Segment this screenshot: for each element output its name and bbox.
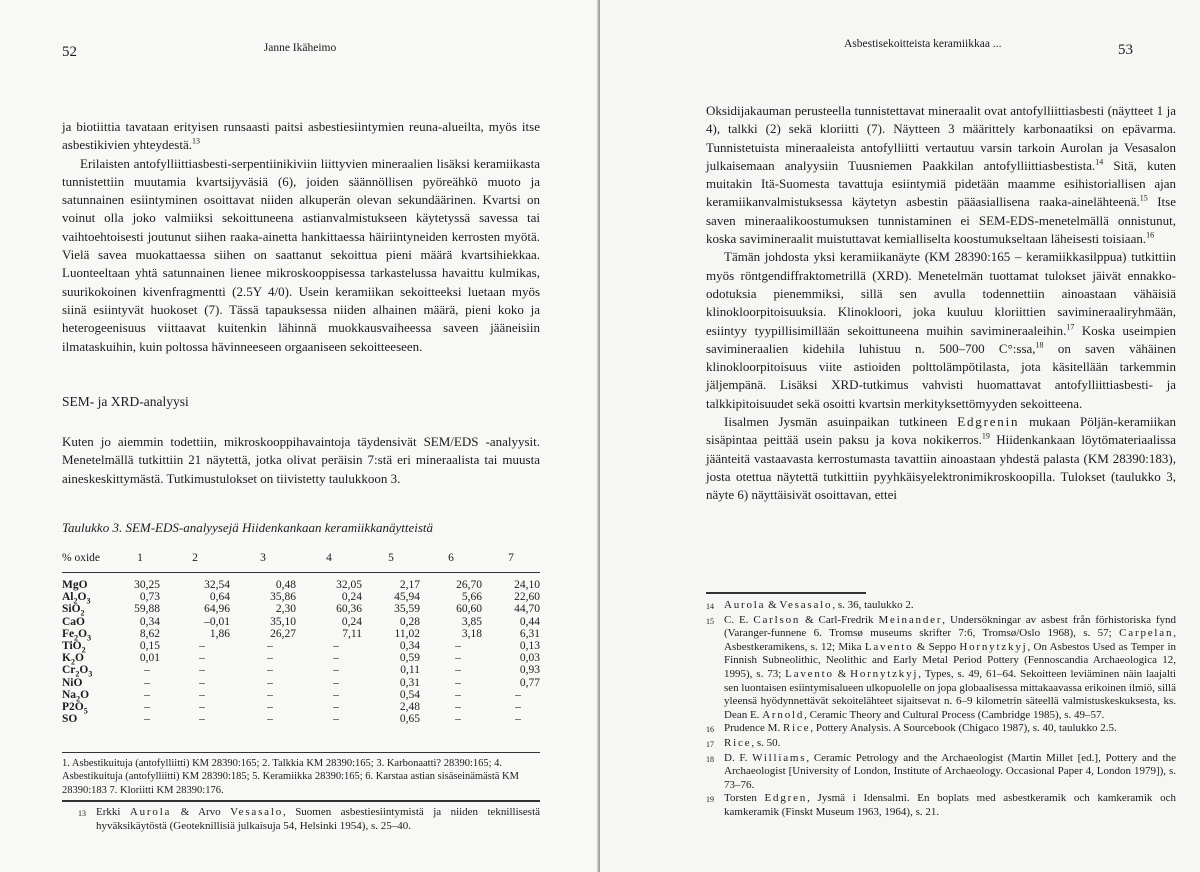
table-cell: 0,93 [519,664,540,677]
table-row [62,640,540,652]
left-footnotes [78,806,540,833]
table-header-cell: 4 [296,552,362,573]
footnote-separator-left [62,800,540,802]
table-cell: 0,34 [399,640,420,653]
table-cell: 0,44 [519,615,540,628]
author-name-edgren: Edgrenin [957,414,1020,430]
table-cell: – [144,688,150,701]
right-running-head: Asbestisekoitteista keramiikkaa ... [844,38,1002,50]
table-cell: 0,15 [139,640,160,653]
section-heading: SEM- ja XRD-analyysi [62,394,189,409]
table-cell: 0,13 [519,640,540,653]
table-header-cell: 7 [482,552,540,573]
oxide-name-cell: $Fe_2O_3$ [62,627,92,643]
table-cell: 26,70 [456,579,482,591]
table-cell: 3,85 [461,615,482,628]
left-paragraph-2: Erilaisten antofylliittiasbesti-serpentiinikiviin liittyvien mineraalien lisäksi keramiikasta tunnistettiin muutamia kvartsijyväsiä (6), joiden säännöllisen pyöreähkö muoto ja satunnainen esiintyminen osoittavat niiden alkuperän olevan sekundäärinen. Kvartsi on voinut olla joko valmiiksi sekoittuneena astianvalmistukseen käytetyssä savessa tai vaihtoehtoisesti joutunut siihen raaka-ainetta hankittaessa häiriintyneiden kerrosten myötä. Vielä savea muokattaessa siihen on saattanut sekoittua pieni määrä kvartsihiekkaa. Luonteeltaan yhtä satunnainen lienee mikroskooppisessa tarkastelussa havaittu kulmikas, suurikokoinen kivenfragmentti (2.5Y 4/0). Usein keramiikan sekoitteeksi luetaan myös siinä esiintyvät huokoset (7). Tässä tapauksessa niiden alhainen määrä, pieni koko ja heterogeenisuus viittaavat kuitenkin lähinnä muokkausvaiheessa saveen jääneisiin ilmataskuihin, kuin poltossa hävinneeseen orgaaniseen sekoitteeseen. [62,155,540,354]
table-cell: – [267,640,273,653]
footnote-separator-right [706,592,866,594]
footnote-16: 16 Prudence M. Rice, Pottery Analysis. A Sourcebook (Chigaco 1987), s. 40, taulukko 2.5. [706,722,1117,735]
table-cell: –0,01 [204,615,230,628]
table-cell: – [144,664,150,677]
table-caption-block [62,520,540,536]
table-cell: 2,30 [275,603,296,616]
table-cell: – [455,701,461,714]
table-cell: 1,86 [209,627,230,640]
footnote-number: 13 [78,809,86,818]
table-cell: 2,48 [399,701,420,714]
oxide-name-cell: SO [62,713,78,726]
table-cell: 0,77 [519,676,540,689]
table-header-cell: 5 [362,552,420,573]
table-cell: 45,94 [394,591,420,604]
right-page-number: 53 [1118,42,1133,58]
table-cell: 32,05 [336,579,362,591]
table-row [62,603,540,615]
table-cell: – [455,676,461,689]
table-cell: – [333,713,339,726]
table-cell: 11,02 [394,627,420,640]
table-cell: – [267,701,273,714]
right-paragraph-2: Tämän johdosta yksi keramiikanäyte (KM 28390:165 – keramiikkasilppua) tutkittiin myös röntgendiffraktometrillä (XRD). Menetelmän tuottamat tulokset jäivät ennakko-odotuksia pienemmiksi, sillä sen avulla todennettiin ainoastaan vähäisiä klinokloorpitoisuuksia. Klinokloori, joka kuuluu kloriittien savimineraaliryhmään, esiintyy tyypillisimillään sekoittuneena muihin savimineraaleihin.$^{17}$ Koska useimpien savimineraalien kidehila luhistuu n. 500–700 C°:ssa,$^{18}$ on saven vähäinen klinokloorpitoisuus viite astioiden polttolämpötilasta, jota käsitellään tarkemmin jäljempänä. Lisäksi XRD-tutkimus vahvisti huomattavat antofylliittiasbesti- ja talkkipitoisuudet sekä osoitti kvartsin merkityksettömyyden sekoitteena. [706,249,1177,411]
table-cell: – [267,688,273,701]
oxide-table [62,552,540,725]
footnote-text: Erkki Aurola & Arvo Vesasalo, Suomen asbestiesiintymistä ja niiden teknillisestä hyväksikäytöstä (Geoteknillisiä julkaisuja 54, Helsinki 1954), s. 25–40. [96,806,541,832]
oxide-name-cell: $Na_2O$ [62,688,90,704]
right-body-text [706,102,1176,505]
table-cell: – [515,688,521,701]
table-cell: – [333,676,339,689]
oxide-name-cell: SiO$_2$ [62,603,85,618]
table-cell: – [199,688,205,701]
table-cell: 0,64 [209,591,230,604]
oxide-name-cell: $Cr_2O_3$ [62,664,93,679]
table-cell: – [199,652,205,665]
table-cell: – [455,713,461,726]
section-heading-block [62,394,540,410]
right-paragraph-3: Iisalmen Jysmän asuinpaikan tutkineen Edgrenin mukaan Pöljän-keramiikan sisäpintaa peittää usein paksu ja kova nokikerros.$^{19}$ Hiidenkankaan löytömateriaalissa jäänteitä vastaavasta kerrostumasta tavattiin ainoastaan yhdestä palasta (KM 28390:183), josta otettua näytettä tutkittiin pyyhkäisyelektronimikroskoopilla. Tulokset (taulukko 3, näyte 6) näyttäisivät osoittavan, ettei [706,414,1176,503]
table-cell: 0,59 [399,652,420,665]
footnote-ref-17[interactable]: 17 [1066,322,1075,332]
table-cell: 0,24 [341,615,362,628]
table-header-row [62,552,540,573]
table-cell: 35,59 [394,603,420,616]
oxide-name-cell: NiO [62,676,83,689]
table-cell: 0,73 [139,591,160,604]
left-paragraph-3: Kuten jo aiemmin todettiin, mikroskooppihavaintoja täydensivät SEM/EDS -analyysit. Menetelmällä tutkittiin 21 näytettä, jotka olivat peräisin 7:stä eri mineraalista tai muusta aineskeskittymästä. Tutkimustulokset on tiivistetty taulukkoon 3. [62,434,540,486]
table-cell: 60,60 [456,603,482,616]
table-cell: – [267,664,273,677]
table-cell: 7,11 [342,627,362,640]
table-cell: 0,34 [139,615,160,628]
footnote-18: 18 D. F. Williams, Ceramic Petrology and the Archaeologist (Martin Millet [ed.], Pottery and the Archaeologist [University of London, Institute of Archaeology. Occasional Paper 4, London 1979]), s. 73–76. [706,751,1176,791]
oxide-name-cell: MgO [62,579,88,591]
right-paragraph-1: Oksidijakauman perusteella tunnistettavat mineraalit ovat antofylliittiasbesti (näytteet 1 ja 4), talkki (2) sekä kloriitti (7). Näytteen 3 määrittely karbonaatiksi on epävarma. Tunnistetuista mineraaleista antofylliitti vertautuu varsin tarkoin Aurolan ja Vesasalon julkaisemaan analyysiin Tuusniemen Paakkilan antofylliittiasbestista.$^{14}$ Sitä, kuten muitakin Itä-Suomesta tavattuja esiintymiä pidetään maamme esihistoriallisen ajan keramiikanvalmistuksessa käytetyn asbestin pääasiallisena raaka-ainelähteenä.$^{15}$ Itse saven mineraalikoostumuksen tunnistaminen ei SEM-EDS-menetelmällä onnistunut, koska savimineraalit muistuttavat kemialliselta koostumukseltaan läheisesti toisiaan.$^{16}$ [706,103,1176,247]
left-running-head: Janne Ikäheimo [263,42,337,54]
table-header-cell: % oxide [62,552,120,573]
footnote-ref-15[interactable]: 15 [1139,194,1148,204]
table-cell: 3,18 [461,627,482,640]
table-cell: 0,28 [399,615,420,628]
table-bottom-rule [62,752,540,753]
table-cell: 0,11 [400,664,420,677]
table-cell: 5,66 [461,591,482,604]
left-page-number: 52 [62,44,77,60]
table-cell: 64,96 [204,603,230,616]
oxide-name-cell: TiO$_2$ [62,640,86,655]
table-cell: 22,60 [514,591,540,604]
table-cell: – [333,701,339,714]
footnote-ref-18[interactable]: 18 [1035,340,1044,350]
table-cell: 0,03 [519,652,540,665]
table-cell: – [333,640,339,653]
table-cell: 0,01 [139,652,160,665]
footnote-19: 19 Torsten Edgren, Jysmä i Idensalmi. En boplats med asbestkeramik och kamkeramik och kamkeramik (Finskt Museum 1963, 1964), s. 21. [706,792,1176,818]
table-cell: – [455,640,461,653]
table-row [62,628,540,640]
table-cell: 32,54 [204,579,230,591]
table-cell: – [333,664,339,677]
table-cell: 44,70 [514,603,540,616]
left-paragraph-3-block [62,433,540,488]
table-cell: 60,36 [336,603,362,616]
table-cell: – [199,676,205,689]
footnote-ref-16[interactable]: 16 [1146,230,1155,240]
oxide-table-body [62,573,540,726]
footnote-13 [78,806,540,833]
left-paragraph-1: ja biotiittia tavataan erityisen runsaasti paitsi asbestiesiintymien reuna-alueilta, myös itse asbestikivien yhteydestä.$^{13}$ [62,119,540,153]
footnote-14: 14 Aurola & Vesasalo, s. 36, taulukko 2. [706,599,914,611]
right-page [600,0,1200,872]
footnote-15: 15 C. E. Carlson & Carl-Fredrik Meinander, Undersökningar av asbest från förhistoriska fynd (Varanger-funnene 6. Tromsø museums skrifter 7:6, Tromsø/Oslo 1968), s. 57; Carpelan, Asbestkeramikens, s. 12; Mika Lavento & Seppo Hornytzkyj, On Asbestos Used as Temper in Finnish Subneolithic, Neolithic and Early Metal Period Pottery (Fennoscandia Archaeologica 12, 1995), s. 73; Lavento & Hornytzkyj, Types, s. 49, 61–64. Sekoitteen leviäminen näin laajalti sen luontaisen esiintymisalueen ulkopuolelle on jopa globaalisessa mittakaavassa erikoinen ilmiö, sillä yleensä hyödynnettävät sekoitelähteet sijaitsevat n. 6–9 kilometrin säteellä valmistuskeskuksesta, ks. Dean E. Arnold, Ceramic Theory and Cultural Process (Cambridge 1985), s. 49–57. [706,613,1177,721]
oxide-name-cell: CaO [62,615,85,628]
table-cell: – [144,701,150,714]
table-row [62,664,540,676]
table-note-block [62,757,540,797]
table-cell: – [199,713,205,726]
table-cell: 30,25 [134,579,160,591]
table-cell: – [144,676,150,689]
table-row [62,713,540,725]
table-cell: 6,31 [519,627,540,640]
table-cell: 0,31 [399,676,420,689]
table-cell: – [199,664,205,677]
table-cell: – [515,701,521,714]
table-note: 1. Asbestikuituja (antofylliitti) KM 28390:165; 2. Talkkia KM 28390:165; 3. Karbonaatti? 28390:165; 4. Asbestikuituja (antofylliitti) KM 28390:185; 5. Keramiikka 28390:165; 6. Karstaa astian sisäseinämästä KM 28390:183 7. Kloriitti KM 28390:176. [62,758,519,796]
table-cell: – [267,713,273,726]
table-cell: – [267,652,273,665]
table-cell: – [333,652,339,665]
table-header-cell: 2 [160,552,230,573]
table-cell: 0,24 [341,591,362,604]
table-cell: 35,86 [270,591,296,604]
table-cell: – [199,640,205,653]
table-cell: – [455,664,461,677]
table-header-cell: 6 [420,552,482,573]
table-cell: – [455,652,461,665]
footnote-ref-13[interactable]: 13 [191,136,200,146]
footnote-ref-19[interactable]: 19 [981,432,990,442]
table-row [62,652,540,664]
table-cell: 0,65 [399,713,420,726]
oxide-name-cell: $Al_2O_3$ [62,591,91,606]
table-cell: – [144,713,150,726]
oxide-name-cell: $P2O_5$ [62,701,88,716]
table-cell: 0,54 [399,688,420,701]
table-row [62,591,540,603]
table-header-cell: 1 [120,552,160,573]
table-caption: Taulukko 3. SEM-EDS-analyysejä Hiidenkankaan keramiikkanäytteistä [62,520,434,535]
table-row [62,573,540,592]
table-cell: 8,62 [139,627,160,640]
table-cell: 35,10 [270,615,296,628]
table-row [62,689,540,701]
table-cell: – [267,676,273,689]
table-cell: 26,27 [270,627,296,640]
table-row [62,616,540,628]
footnote-ref-14[interactable]: 14 [1095,157,1104,167]
table-cell: 24,10 [514,579,540,591]
oxide-table-block [62,552,540,725]
table-cell: – [515,713,521,726]
table-cell: – [455,688,461,701]
oxide-name-cell: $K_2O$ [62,652,84,667]
right-footnotes [706,599,1176,820]
table-cell: 59,88 [134,603,160,616]
table-cell: – [333,688,339,701]
table-cell: – [199,701,205,714]
left-body-text [62,118,540,356]
table-cell: 0,48 [275,579,296,591]
table-cell: 2,17 [399,579,420,591]
footnote-17: 17 Rice, s. 50. [706,736,781,749]
table-row [62,701,540,713]
table-row [62,677,540,689]
table-header-cell: 3 [230,552,296,573]
